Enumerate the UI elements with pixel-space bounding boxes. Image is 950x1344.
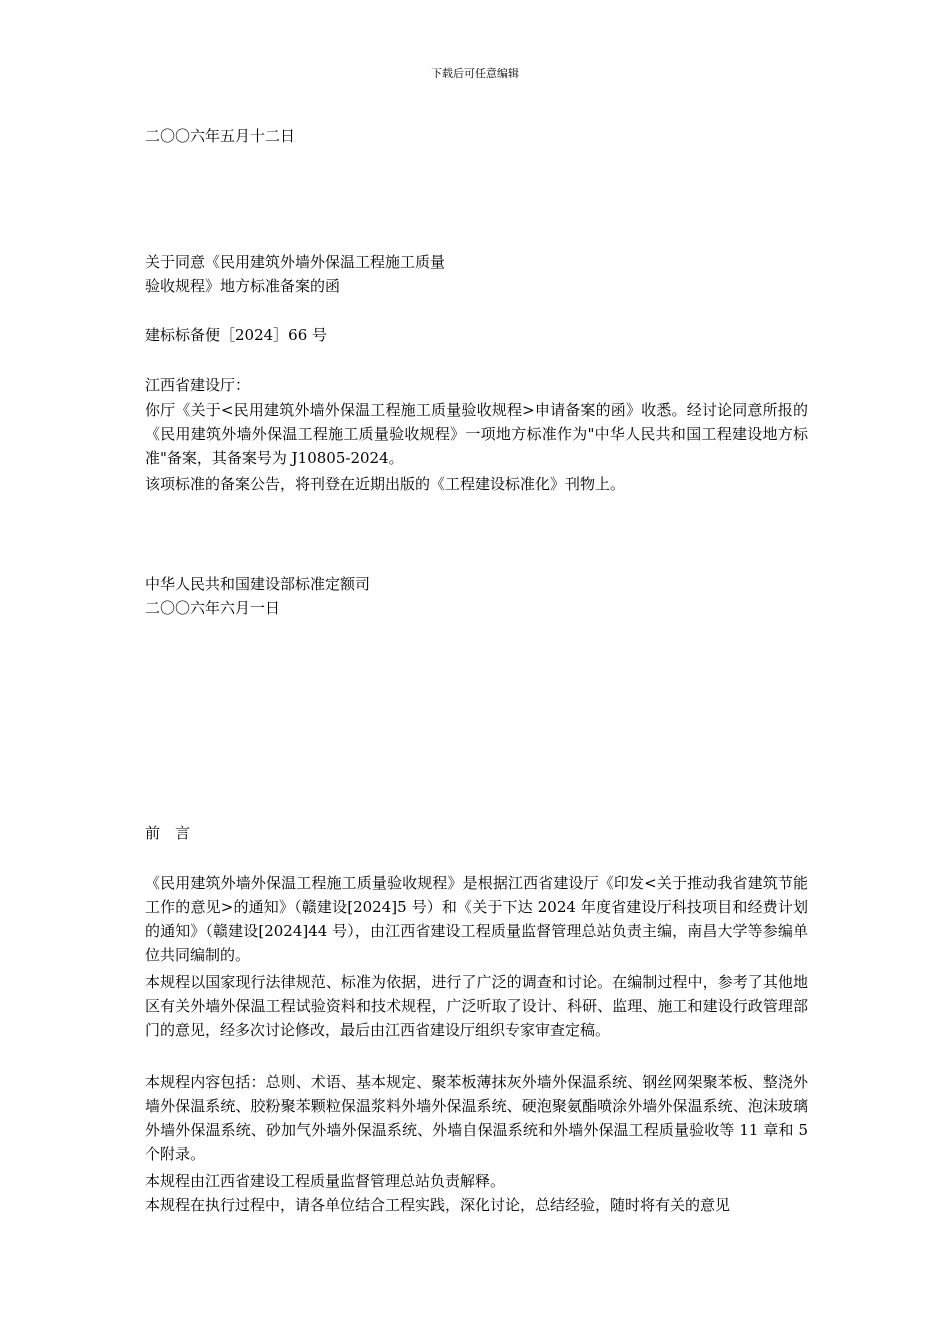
top-date: 二〇〇六年五月十二日: [145, 127, 296, 145]
letter-signer: 中华人民共和国建设部标准定额司: [145, 575, 371, 593]
letter-sign-date: 二〇〇六年六月一日: [145, 599, 281, 617]
preface-paragraph-5: 本规程在执行过程中，请各单位结合工程实践，深化讨论，总结经验，随时将有关的意见: [145, 1196, 731, 1214]
preface-paragraph-1: 《民用建筑外墙外保温工程施工质量验收规程》是根据江西省建设厅《印发<关于推动我省建筑节能工作的意见>的通知》（赣建设[2024]5 号）和《关于下达 2024 年度省建设厅科技项目和经费计划的通知》（赣建设[2024]44 号），由江西省建设工程质量监督管理总站负责主编，南昌大学等参编单位共同编制的。: [145, 874, 808, 964]
preface-paragraph-2: 本规程以国家现行法律规范、标准为依据，进行了广泛的调查和讨论。在编制过程中，参考了其他地区有关外墙外保温工程试验资料和技术规程，广泛听取了设计、科研、监理、施工和建设行政管理部门的意见，经多次讨论修改，最后由江西省建设厅组织专家审查定稿。: [145, 973, 808, 1039]
letter-body-paragraph-2: 该项标准的备案公告，将刊登在近期出版的《工程建设标准化》刊物上。: [145, 475, 626, 493]
letter-addressee: 江西省建设厅：: [145, 376, 251, 394]
header-note: 下载后可任意编辑: [431, 67, 519, 80]
preface-heading: 前 言: [145, 824, 191, 842]
letter-reference-number: 建标标备便［2024］66 号: [145, 326, 328, 344]
preface-paragraph-3: 本规程内容包括：总则、术语、基本规定、聚苯板薄抹灰外墙外保温系统、钢丝网架聚苯板、整浇外墙外保温系统、胶粉聚苯颗粒保温浆料外墙外保温系统、硬泡聚氨酯喷涂外墙外保温系统、泡沫玻璃外墙外保温系统、砂加气外墙外保温系统、外墙自保温系统和外墙外保温工程质量验收等 11 章和 5 个附录。: [145, 1073, 808, 1163]
letter-title-line-2: 验收规程》地方标准备案的函: [145, 277, 341, 295]
letter-body-paragraph-1: 你厅《关于<民用建筑外墙外保温工程施工质量验收规程>申请备案的函》收悉。经讨论同意所报的《民用建筑外墙外保温工程施工质量验收规程》一项地方标准作为"中华人民共和国工程建设地方标准"备案，其备案号为 J10805-2024。: [145, 401, 808, 467]
preface-paragraph-4: 本规程由江西省建设工程质量监督管理总站负责解释。: [145, 1172, 506, 1190]
letter-title-line-1: 关于同意《民用建筑外墙外保温工程施工质量: [145, 253, 446, 271]
